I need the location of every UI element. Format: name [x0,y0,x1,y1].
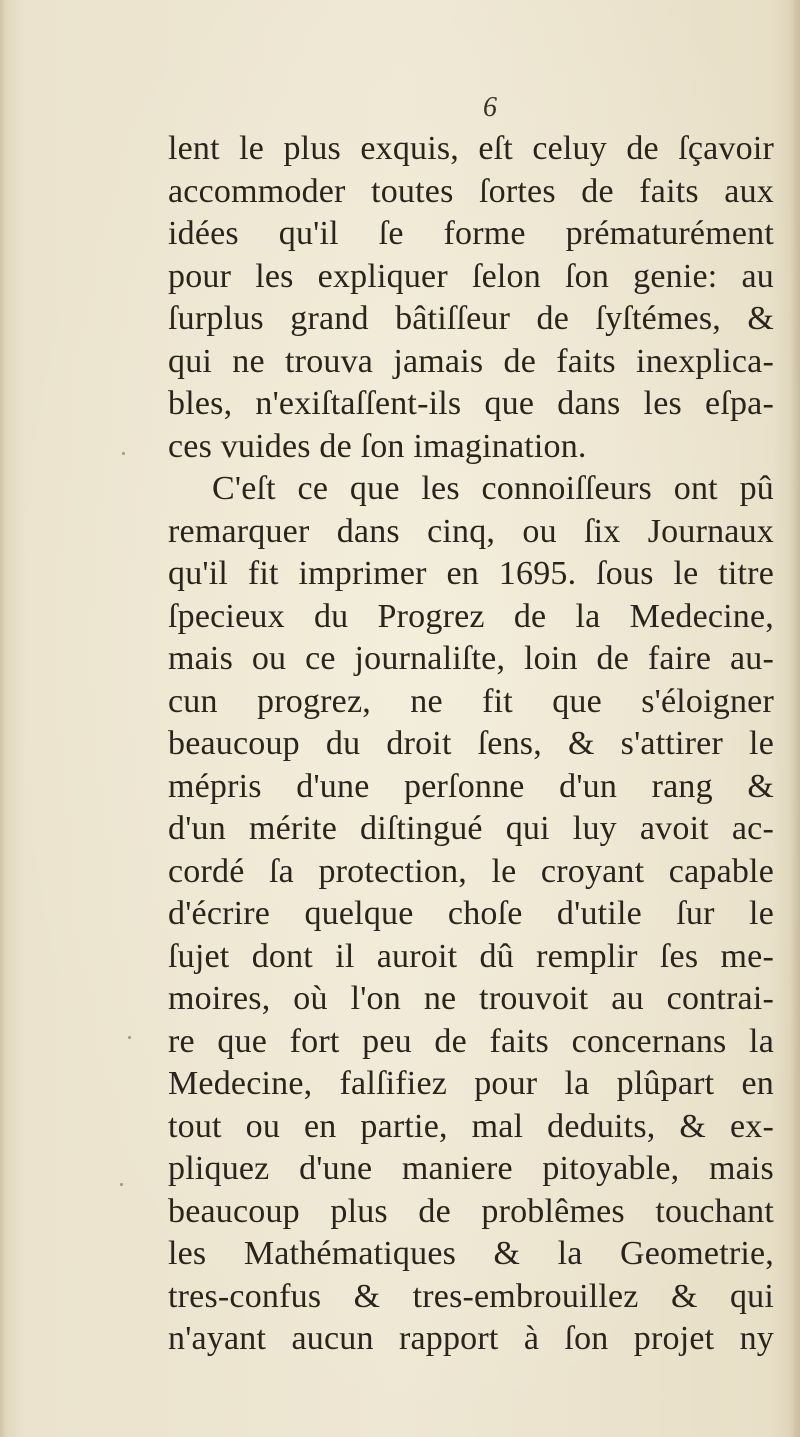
text-line: remarquer dans cinq, ou ſix Journaux [168,512,774,550]
text-line: pour les expliquer ſelon ſon genie: au [168,257,774,295]
text-line: bles, n'exiſtaſſent-ils que dans les eſpa- [168,385,774,422]
text-line: d'écrire quelque choſe d'utile ſur le [168,895,774,932]
page-edge-left [0,0,6,1437]
page-edge-right [790,0,800,1437]
text-line: les Mathématiques & la Geometrie, [168,1235,774,1272]
body-text [168,128,774,1361]
paragraph-end-line: ces vuides de ſon imagination. [168,427,587,465]
paper-speck [122,452,125,455]
text-line: mais ou ce journaliſte, loin de faire au- [168,640,774,677]
text-line: beaucoup du droit ſens, & s'attirer le [168,725,774,762]
paper-speck [128,1036,131,1039]
text-line: Medecine, falſifiez pour la plûpart en [168,1065,774,1102]
text-line: pliquez d'une maniere pitoyable, mais [168,1150,774,1187]
text-line: ſurplus grand bâtiſſeur de ſyſtémes, & [168,300,774,337]
text-line: moires, où l'on ne trouvoit au contrai- [168,980,774,1017]
text-line: qu'il fit imprimer en 1695. ſous le titre [168,555,774,592]
text-line: mépris d'une perſonne d'un rang & [168,767,774,805]
paper-speck [120,1183,123,1186]
text-line: tout ou en partie, mal deduits, & ex- [168,1107,774,1145]
paragraph-start-line: C'eſt ce que les connoiſſeurs ont pû [212,470,774,507]
text-line: cun progrez, ne fit que s'éloigner [168,682,774,720]
text-line: d'un mérite diſtingué qui luy avoit ac- [168,810,774,847]
text-line: lent le plus exquis, eſt celuy de ſçavoir [168,130,774,167]
text-line: tres-confus & tres-embrouillez & qui [168,1277,774,1315]
text-line: accommoder toutes ſortes de faits aux [168,172,774,210]
text-line: ſujet dont il auroit dû remplir ſes me- [168,937,774,975]
text-line: re que fort peu de faits concernans la [168,1022,774,1060]
text-line: cordé ſa protection, le croyant capable [168,852,774,890]
text-line: qui ne trouva jamais de faits inexplica- [168,342,774,380]
page-number: 6 [483,92,497,123]
text-line: beaucoup plus de problêmes touchant [168,1192,774,1230]
text-line: n'ayant aucun rapport à ſon projet ny [168,1320,774,1357]
text-line: ſpecieux du Progrez de la Medecine, [168,597,774,635]
text-line: idées qu'il ſe forme prématurément [168,215,774,252]
